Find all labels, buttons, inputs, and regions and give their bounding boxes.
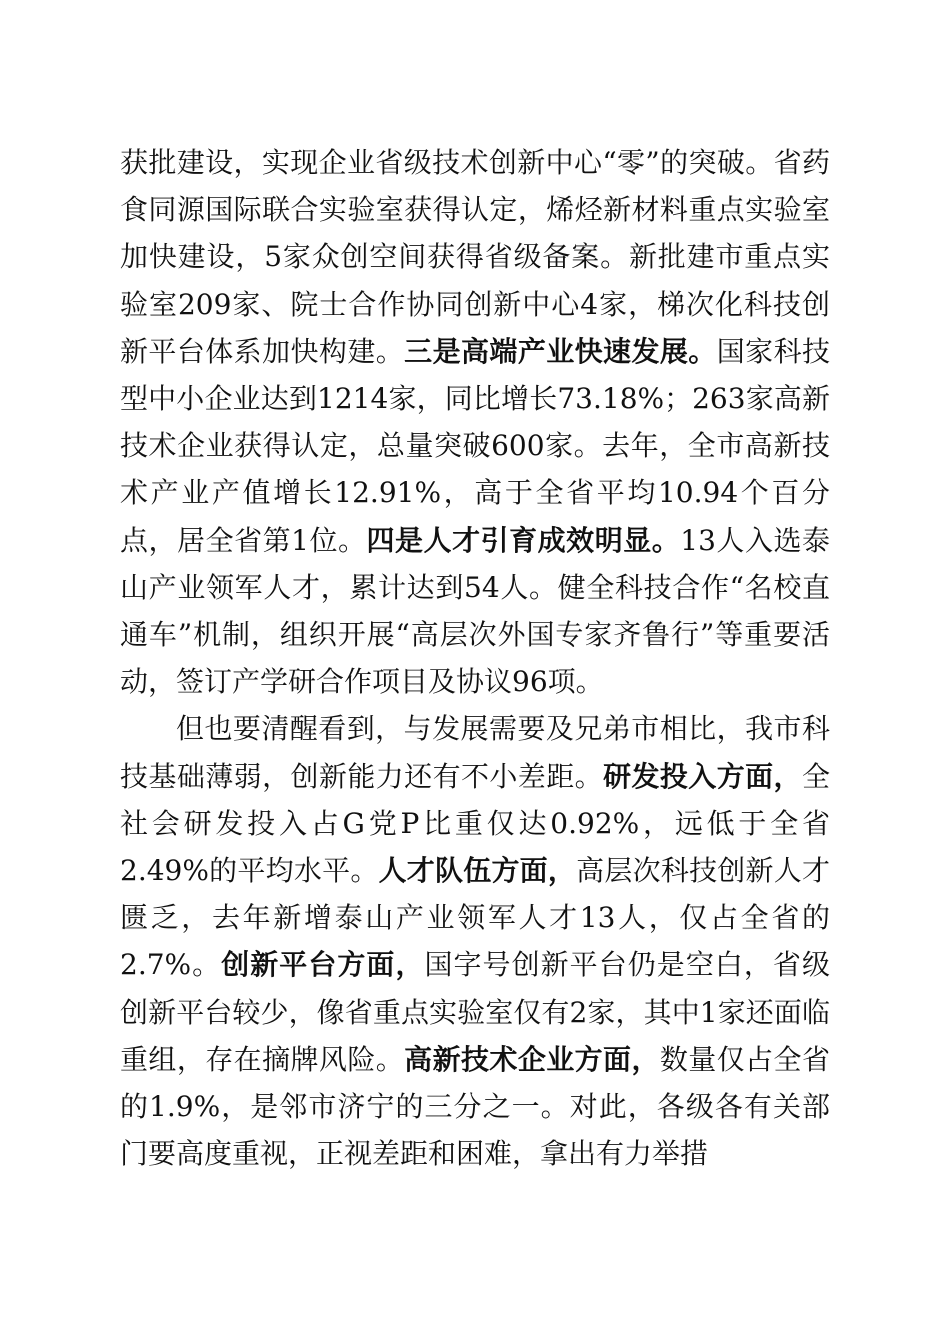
paragraph-text: 获批建设，实现企业省级技术创新中心“零”的突破。省药食同源国际联合实验室获得认定，烯烃新材料重点实验室加快建设，5家众创空间获得省级备案。新批建市重点实验室209家、院士合作协同创新中心4家，梯次化科技创新平台体系加快构建。: [120, 146, 830, 368]
paragraph-achievements: [120, 139, 830, 705]
paragraph-text: 高层次科技创新人才匮乏，去年新增泰山产业领军人才13人，仅占全省的2.7%。: [120, 854, 830, 982]
paragraph-text: 但也要清醒看到，与发展需要及兄弟市相比，我市科技基础薄弱，创新能力还有不小差距。: [120, 712, 830, 793]
paragraph-gaps: [120, 705, 830, 1177]
bold-heading-talent-team: 人才队伍方面，: [378, 854, 577, 888]
paragraph-text: 13人入选泰山产业领军人才，累计达到54人。健全科技合作“名校直通车”机制，组织开展“高层次外国专家齐鲁行”等重要活动，签订产学研合作项目及协议96项。: [120, 523, 830, 699]
bold-heading-rd-investment: 研发投入方面，: [603, 759, 802, 793]
document-body: [120, 139, 830, 1177]
bold-heading-talent-cultivation: 四是人才引育成效明显。: [366, 523, 681, 557]
paragraph-text: 全社会研发投入占G党P比重仅达0.92%，远低于全省2.49%的平均水平。: [120, 759, 830, 888]
bold-heading-high-tech-enterprise: 高新技术企业方面，: [404, 1042, 660, 1076]
bold-heading-high-end-industry: 三是高端产业快速发展。: [404, 334, 717, 368]
bold-heading-innovation-platform: 创新平台方面，: [221, 948, 425, 982]
paragraph-text: 数量仅占全省的1.9%，是邻市济宁的三分之一。对此，各级各有关部门要高度重视，正视差距和困难，拿出有力举措: [120, 1042, 830, 1171]
paragraph-text: 国字号创新平台仍是空白，省级创新平台较少，像省重点实验室仅有2家，其中1家还面临重组，存在摘牌风险。: [120, 948, 830, 1076]
paragraph-text: 国家科技型中小企业达到1214家，同比增长73.18%；263家高新技术企业获得认定，总量突破600家。去年，全市高新技术产业产值增长12.91%，高于全省平均10.94个百分点，居全省第1位。: [120, 334, 830, 557]
